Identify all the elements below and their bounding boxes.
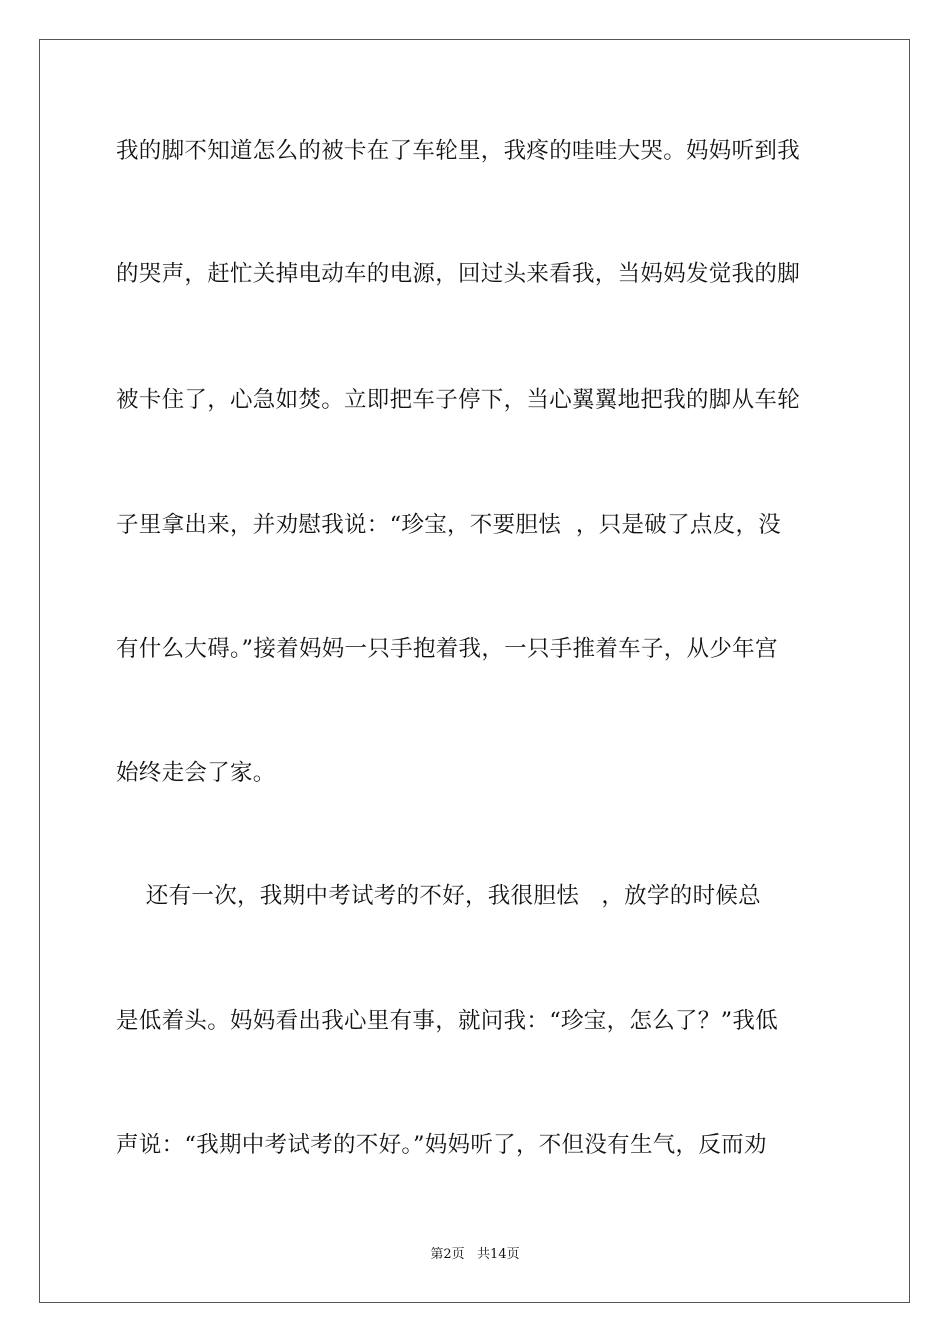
text-line: 子里拿出来，并劝慰我说：“珍宝，不要胆怯 ，只是破了点皮，没 (116, 512, 782, 538)
paragraph-start-line: 还有一次，我期中考试考的不好，我很胆怯 ，放学的时候总 (116, 883, 761, 909)
text-line: 我的脚不知道怎么的被卡在了车轮里，我疼的哇哇大哭。妈妈听到我 (116, 138, 801, 164)
text-line: 是低着头。妈妈看出我心里有事，就问我：“珍宝，怎么了？”我低 (116, 1008, 779, 1034)
text-line: 声说：“我期中考试考的不好。”妈妈听了，不但没有生气，反而劝 (116, 1132, 767, 1158)
text-line: 的哭声，赶忙关掉电动车的电源，回过头来看我，当妈妈发觉我的脚 (116, 261, 801, 287)
text-line: 有什么大碍。”接着妈妈一只手抱着我，一只手推着车子，从少年宫 (116, 636, 778, 662)
text-line: 始终走会了家。 (116, 760, 276, 786)
page-number-footer: 第2页 共14页 (430, 1247, 520, 1262)
text-line: 被卡住了，心急如焚。立即把车子停下，当心翼翼地把我的脚从车轮 (116, 387, 801, 413)
page-border (39, 39, 910, 1303)
